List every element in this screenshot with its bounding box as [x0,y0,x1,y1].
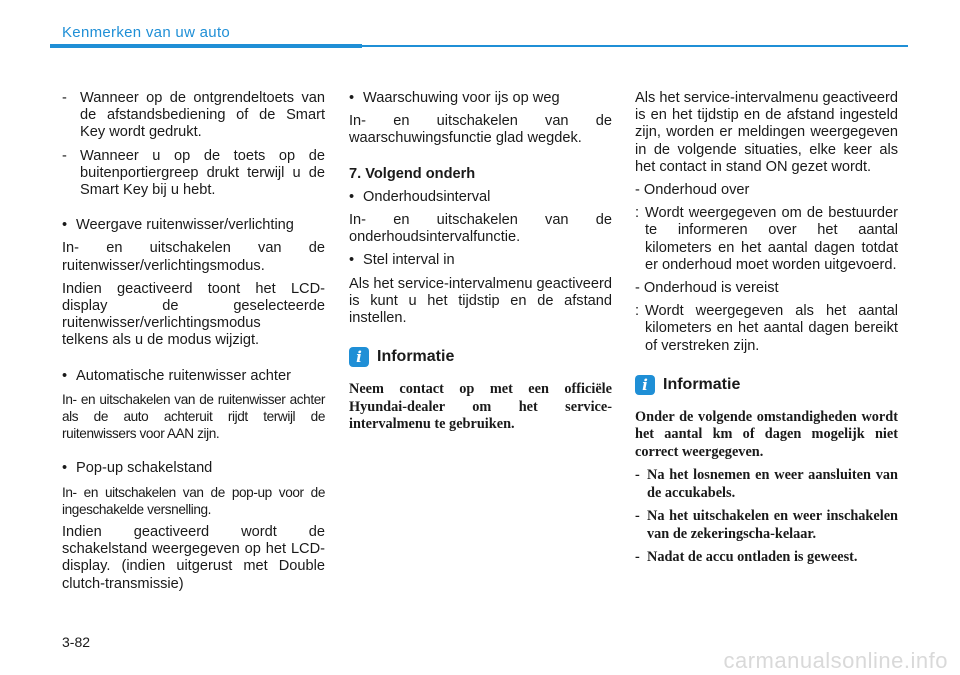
list-item: - Wanneer op de ontgrendeltoets van de afstandsbediening of de Smart Key wordt gedrukt. [62,90,325,141]
info-list-item: - Na het uitschakelen en weer inschakelen van de zekeringscha-kelaar. [635,508,898,542]
info-icon: i [635,375,655,395]
bullet-item: • Onderhoudsinterval [349,188,491,205]
paragraph: Als het service-intervalmenu geactiveerd is kunt u het tijdstip en de afstand instellen. [349,275,612,327]
list-item: : Wordt weergegeven om de bestuurder te informeren over het aantal kilometers en het aantal dagen totdat er onderhoud moet worden uitgevoerd. [635,205,898,273]
bullet-marker: • [62,367,68,384]
watermark: carmanualsonline.info [723,648,948,673]
bullet-item: • Automatische ruitenwisser achter [62,367,291,384]
bullet-marker: • [349,252,355,269]
dash-marker: - [62,90,67,106]
info-text: Neem contact op met een officiële Hyundai-dealer om het service-intervalmenu te gebruiken. [349,381,612,433]
dash-marker: - [635,549,640,566]
bullet-marker: • [62,217,68,234]
paragraph: In- en uitschakelen van de ruitenwisser achter als de auto achteruit rijdt terwijl de ruitenwissers voor AAN zijn. [62,391,325,442]
subsection-heading: 7. Volgend onderh [349,165,476,182]
info-list-item: - Na het losnemen en weer aansluiten van de accukabels. [635,467,898,501]
bullet-marker: • [349,90,355,106]
bullet-item: • Stel interval in [349,252,455,269]
dash-marker: - [635,508,640,525]
bullet-marker: • [349,188,355,205]
paragraph: In- en uitschakelen van de waarschuwingsfunctie glad wegdek. [349,113,612,147]
colon-marker: : [635,303,640,320]
bullet-item: • Waarschuwing voor ijs op weg [349,90,560,106]
info-label: Informatie [377,348,455,366]
info-box-header [349,347,612,367]
colon-marker: : [635,205,640,222]
paragraph: Indien geactiveerd toont het LCD-display de geselecteerde ruitenwisser/verlichtingsmodus telkens als u de modus wijzigt. [62,280,325,349]
info-icon: i [349,347,369,367]
bullet-item: • Weergave ruitenwisser/verlichting [62,217,294,234]
paragraph: In- en uitschakelen van de onderhoudsintervalfunctie. [349,212,612,246]
dash-marker: - [635,467,640,484]
header-rule-thick [50,44,362,48]
header-rule-thin [362,45,908,47]
info-text: Onder de volgende omstandigheden wordt het aantal km of dagen mogelijk niet correct weergegeven. [635,408,898,460]
list-item: - Wanneer u op de toets op de buitenportiergreep drukt terwijl u de Smart Key bij u hebt. [62,147,325,199]
bullet-item: • Pop-up schakelstand [62,460,213,477]
bullet-marker: • [62,460,68,477]
info-list-item: - Nadat de accu ontladen is geweest. [635,549,858,566]
column-1 [62,90,325,593]
dash-marker: - [62,147,67,164]
info-box-header [635,375,898,395]
list-item: : Wordt weergegeven als het aantal kilometers en het aantal dagen bereikt of verstreken zijn. [635,303,898,354]
info-label: Informatie [663,375,741,393]
paragraph: In- en uitschakelen van de ruitenwisser/verlichtingsmodus. [62,240,325,274]
column-3 [635,90,898,567]
paragraph: In- en uitschakelen van de pop-up voor de ingeschakelde versnelling. [62,484,325,517]
list-title: - Onderhoud over [635,182,750,199]
page-number: 3-82 [62,634,91,650]
paragraph: Indien geactiveerd wordt de schakelstand weergegeven op het LCD-display. (indien uitgerust met Double clutch-transmissie) [62,524,325,592]
paragraph: Als het service-intervalmenu geactiveerd is en het tijdstip en de afstand ingesteld zijn, worden er meldingen weergegeven in de volgende situaties, elke keer als het contact in stand ON gezet wordt. [635,90,898,175]
section-title: Kenmerken van uw auto [62,24,231,41]
column-2 [349,90,612,434]
list-title: - Onderhoud is vereist [635,280,779,297]
